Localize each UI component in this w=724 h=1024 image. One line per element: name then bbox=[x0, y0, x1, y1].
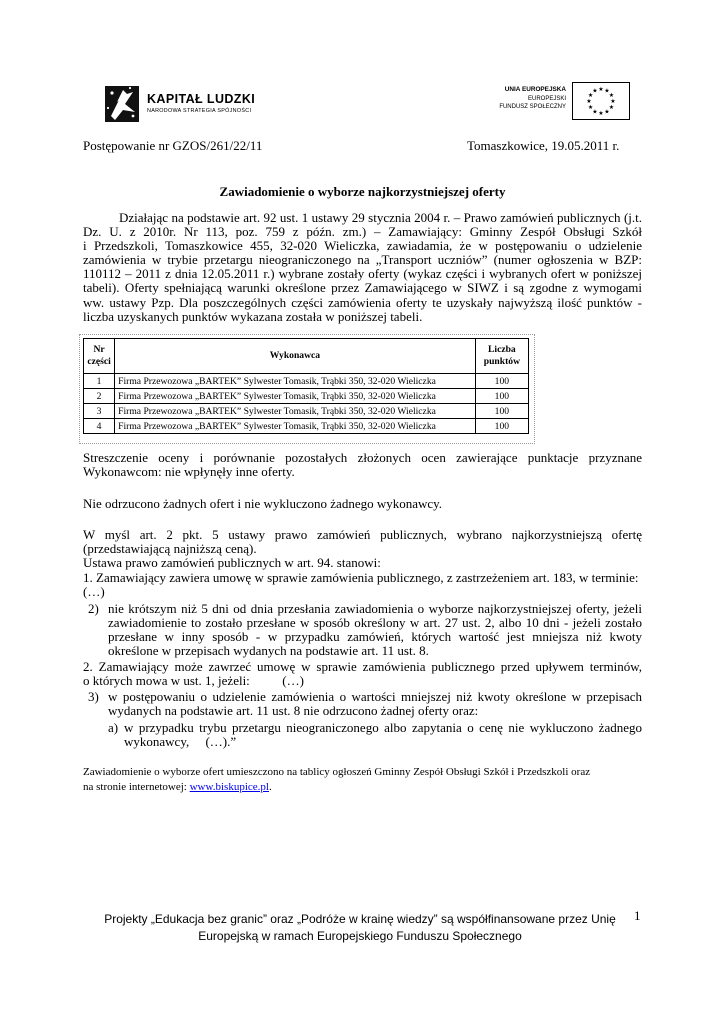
table-row bbox=[84, 419, 529, 434]
law-item-line: wydanych na podstawie art. 11 ust. 8 nie odrzucono żadnej oferty oraz: bbox=[108, 703, 479, 719]
law-item-line: określone w przepisach wydanych na podstawie art. 11 ust. 8. bbox=[108, 643, 429, 659]
cell-part-number: 4 bbox=[84, 419, 115, 434]
law-subitem-a bbox=[108, 721, 642, 751]
logo-subtitle: NARODOWA STRATEGIA SPÓJNOŚCI bbox=[147, 108, 252, 114]
intro-line: zamówienia w trybie przetargu nieograniczonego na „Transport uczniów” (numer ogłoszenia w BZP: bbox=[83, 252, 642, 268]
law-intro: Ustawa prawo zamówień publicznych w art. 94. stanowi: bbox=[83, 555, 381, 570]
place-date: Tomaszkowice, 19.05.2011 r. bbox=[467, 138, 620, 153]
eu-flag-icon bbox=[572, 82, 630, 120]
note-prefix: na stronie internetowej: bbox=[83, 780, 190, 793]
cell-part-number: 1 bbox=[84, 374, 115, 389]
eu-star-icon: ★ bbox=[587, 92, 594, 99]
document-title: Zawiadomienie o wyborze najkorzystniejszej oferty bbox=[219, 184, 506, 199]
eu-star-icon: ★ bbox=[592, 87, 598, 95]
intro-line: tabeli). Oferty spełniającą warunki określone przez Zamawiającego w SIWZ i są zgodne z wymogami bbox=[83, 280, 642, 296]
choice-paragraph bbox=[83, 528, 642, 556]
table-row bbox=[84, 389, 529, 404]
law-p1-line: (…) bbox=[83, 584, 105, 600]
eu-star-icon: ★ bbox=[604, 108, 610, 116]
note-line1: Zawiadomienie o wyborze ofert umieszczono na tablicy ogłoszeń Gminny Zespół Obsługi Szkół i Przedszkoli oraz bbox=[83, 766, 591, 778]
intro-line: Dz. U. z 2010r. Nr 113, poz. 759 z późn. zm.) – Zamawiający: Gminny Zespół Obsługi Szkół bbox=[83, 224, 642, 240]
law-paragraph-2 bbox=[83, 660, 642, 688]
page-footer bbox=[90, 911, 630, 945]
header-part-number bbox=[84, 339, 115, 374]
eu-star-icon: ★ bbox=[608, 104, 615, 111]
website-link[interactable]: www.biskupice.pl bbox=[189, 780, 269, 793]
no-rejections-text: Nie odrzucono żadnych ofert i nie wykluczono żadnego wykonawcy. bbox=[83, 496, 443, 511]
summary-line: Streszczenie oceny i porównanie pozostałych złożonych ocen zawierające punktacje przyznane bbox=[83, 450, 642, 465]
intro-line: 110112 – 2011 z dnia 12.05.2011 r.) wybrane zostały oferty (wykaz części i wybranych ofert w poniższej bbox=[83, 266, 642, 282]
header-contractor: Wykonawca bbox=[115, 339, 476, 374]
law-item-3 bbox=[88, 690, 642, 720]
publication-note bbox=[83, 765, 642, 795]
cell-points: 100 bbox=[475, 389, 528, 404]
page-number: 1 bbox=[634, 908, 641, 923]
kapital-ludzki-emblem-icon bbox=[103, 82, 143, 126]
law-item-line: przesłane w inny sposób - w przypadku zamówień, których wartość jest mniejsza niż kwoty bbox=[108, 629, 642, 645]
kapital-ludzki-logo bbox=[103, 82, 263, 126]
choice-line: W myśl art. 2 pkt. 5 ustawy prawo zamówień publicznych, wybrano najkorzystniejszą ofertę bbox=[83, 527, 642, 542]
summary-line: Wykonawcom: nie wpłynęły inne oferty. bbox=[83, 464, 295, 480]
cell-points: 100 bbox=[475, 419, 528, 434]
eu-logo-text bbox=[499, 86, 566, 112]
eu-logo-line2: EUROPEJSKI bbox=[527, 95, 566, 102]
law-item-line: nie krótszym niż 5 dni od dnia przesłania zawiadomienia o wyborze najkorzystniejszej oferty, jeżeli bbox=[108, 601, 642, 616]
intro-line: liczba uzyskanych punktów wykazana została w poniższej tabeli. bbox=[83, 308, 423, 324]
header-part-number-line2: części bbox=[87, 356, 111, 367]
law-p1-line: 1. Zamawiający zawiera umowę w sprawie zamówienia publicznego, z zastrzeżeniem art. 183, w terminie: bbox=[83, 570, 639, 585]
law-subitem-text bbox=[124, 721, 642, 749]
note-line2 bbox=[83, 780, 642, 795]
table-header-row bbox=[84, 339, 529, 374]
proceeding-number: Postępowanie nr GZOS/261/22/11 bbox=[83, 138, 263, 153]
law-p2-line: 2. Zamawiający może zawrzeć umowę w sprawie zamówienia publicznego przed upływem terminów, bbox=[83, 659, 642, 674]
cell-contractor: Firma Przewozowa „BARTEK” Sylwester Tomasik, Trąbki 350, 32-020 Wieliczka bbox=[115, 419, 476, 434]
law-paragraph-1 bbox=[83, 571, 642, 599]
cell-points: 100 bbox=[475, 374, 528, 389]
header-points-line1: Liczba bbox=[488, 344, 516, 355]
eu-star-icon: ★ bbox=[587, 104, 594, 111]
law-item-text bbox=[108, 602, 642, 658]
eu-star-icon: ★ bbox=[604, 87, 610, 95]
cell-part-number: 3 bbox=[84, 404, 115, 419]
logo-title: KAPITAŁ LUDZKI bbox=[147, 92, 256, 106]
law-subitem-line: w przypadku trybu przetargu nieograniczonego albo zapytania o cenę nie wykluczono żadnego bbox=[124, 720, 642, 735]
cell-contractor: Firma Przewozowa „BARTEK” Sylwester Tomasik, Trąbki 350, 32-020 Wieliczka bbox=[115, 374, 476, 389]
eu-logo-line1: UNIA EUROPEJSKA bbox=[504, 86, 566, 93]
cell-contractor: Firma Przewozowa „BARTEK” Sylwester Tomasik, Trąbki 350, 32-020 Wieliczka bbox=[115, 404, 476, 419]
table-row bbox=[84, 404, 529, 419]
footer-line2: Europejską w ramach Europejskiego Funduszu Społecznego bbox=[198, 929, 522, 943]
choice-line: (przedstawiającą najniższą ceną). bbox=[83, 541, 257, 557]
law-item-line: w postępowaniu o udzielenie zamówienia o wartości mniejszej niż kwoty określone w przepisach bbox=[108, 689, 642, 704]
results-table bbox=[83, 338, 529, 434]
law-p2-line: o których mowa w ust. 1, jeżeli: (…) bbox=[83, 673, 304, 689]
note-suffix: . bbox=[268, 780, 272, 793]
intro-paragraph bbox=[83, 211, 642, 324]
header-points-line2: punktów bbox=[483, 356, 520, 367]
summary-paragraph bbox=[83, 451, 642, 479]
law-subitem-number: a) bbox=[108, 720, 119, 735]
cell-part-number: 2 bbox=[84, 389, 115, 404]
footer-line1: Projekty „Edukacja bez granic” oraz „Podróże w krainę wiedzy” są współfinansowane przez Unię bbox=[104, 912, 616, 926]
eu-star-icon: ★ bbox=[592, 108, 598, 116]
eu-star-icon: ★ bbox=[610, 98, 616, 105]
header-points bbox=[475, 339, 528, 374]
law-item-line: zawiadomienie to zostało przesłane w sposób określony w art. 27 ust. 2, albo 10 dni - jeżeli zostało bbox=[108, 615, 642, 631]
cell-points: 100 bbox=[475, 404, 528, 419]
law-subitem-line: wykonawcy, (…).” bbox=[124, 734, 237, 750]
cell-contractor: Firma Przewozowa „BARTEK” Sylwester Tomasik, Trąbki 350, 32-020 Wieliczka bbox=[115, 389, 476, 404]
intro-line: ww. ustawy Pzp. Dla poszczególnych części zamówienia oferty te uzyskały najwyższą ilość punktów - bbox=[83, 294, 642, 310]
law-item-number: 2) bbox=[88, 601, 99, 616]
table-row bbox=[84, 374, 529, 389]
eu-logo-line3: FUNDUSZ SPOŁECZNY bbox=[499, 104, 566, 111]
intro-line: i Przedszkoli, Tomaszkowice 455, 32-020 Wieliczka, zawiadamia, że w postępowaniu o udzielenie bbox=[83, 238, 642, 254]
eu-star-icon: ★ bbox=[598, 86, 604, 93]
eu-star-icon: ★ bbox=[608, 92, 615, 99]
eu-star-icon: ★ bbox=[586, 98, 592, 105]
law-item-2 bbox=[88, 602, 642, 660]
law-item-text bbox=[108, 690, 642, 718]
header-part-number-line1: Nr bbox=[93, 344, 105, 355]
intro-line: Działając na podstawie art. 92 ust. 1 ustawy 29 stycznia 2004 r. – Prawo zamówień publicznych (j.t. bbox=[119, 210, 642, 225]
eu-logo bbox=[488, 82, 630, 122]
law-item-number: 3) bbox=[88, 689, 99, 704]
eu-star-icon: ★ bbox=[598, 110, 604, 117]
